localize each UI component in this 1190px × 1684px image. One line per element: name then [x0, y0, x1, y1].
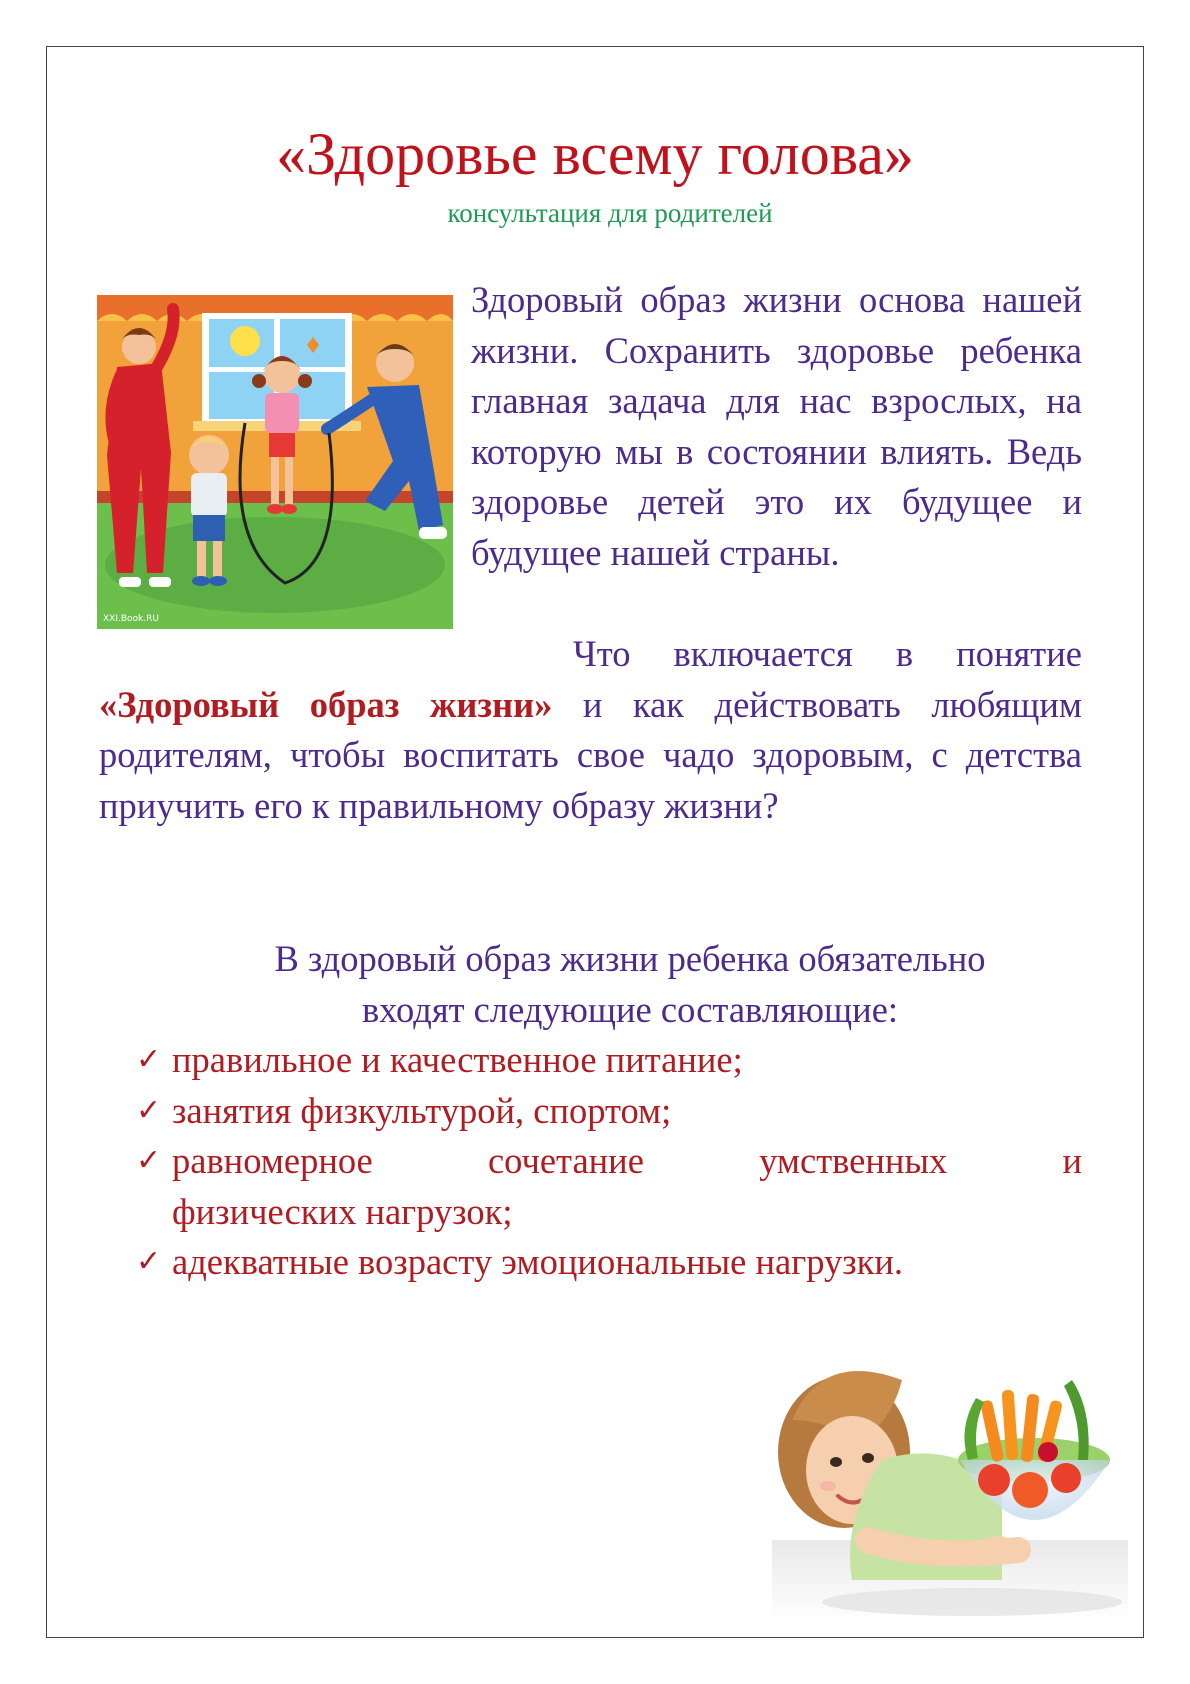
- list-item: [136, 1136, 1082, 1237]
- list-item-text: равномерное сочетание умственных и: [172, 1140, 1082, 1181]
- checkmark-icon: ✓: [136, 1143, 162, 1178]
- list-item-text-continued: физических нагрузок;: [172, 1190, 513, 1232]
- question-highlight: «Здоровый образ жизни»: [99, 683, 553, 725]
- question-paragraph: [99, 629, 1082, 831]
- child-with-vegetables-photo: [772, 1340, 1128, 1622]
- question-part-1: Что включается в понятие: [573, 633, 1082, 674]
- intro-paragraph: Здоровый образ жизни основа нашей жизни. Сохранить здоровье ребенка главная задача для нас взрослых, на которую мы в состоянии влиять. Ведь здоровье детей это их будущее и будущее нашей страны.: [471, 279, 1082, 573]
- components-lead-line-1: В здоровый образ жизни ребенка обязательно: [274, 938, 986, 979]
- components-lead: [160, 934, 1100, 1035]
- page-title: «Здоровье всему голова»: [276, 121, 914, 187]
- list-item: [136, 1237, 1082, 1288]
- checkmark-icon: ✓: [136, 1042, 162, 1077]
- list-item: [136, 1035, 1082, 1086]
- checkmark-icon: ✓: [136, 1244, 162, 1279]
- illustration-watermark: XXI.Book.RU: [103, 614, 159, 624]
- list-item: [136, 1086, 1082, 1137]
- family-exercise-illustration: [97, 295, 453, 629]
- page-subtitle: консультация для родителей: [447, 198, 773, 228]
- components-list: [136, 1035, 1082, 1288]
- list-item-text: адекватные возрасту эмоциональные нагрузки.: [172, 1241, 904, 1282]
- question-part-2: и как действовать любящим родителям, чтобы воспитать свое чадо здоровым, с детства приучить его к правильному образу жизни?: [99, 683, 1082, 826]
- list-item-text: правильное и качественное питание;: [172, 1039, 743, 1080]
- components-lead-line-2: входят следующие составляющие:: [361, 988, 899, 1030]
- checkmark-icon: ✓: [136, 1092, 162, 1128]
- list-item-text: занятия физкультурой, спортом;: [172, 1089, 672, 1131]
